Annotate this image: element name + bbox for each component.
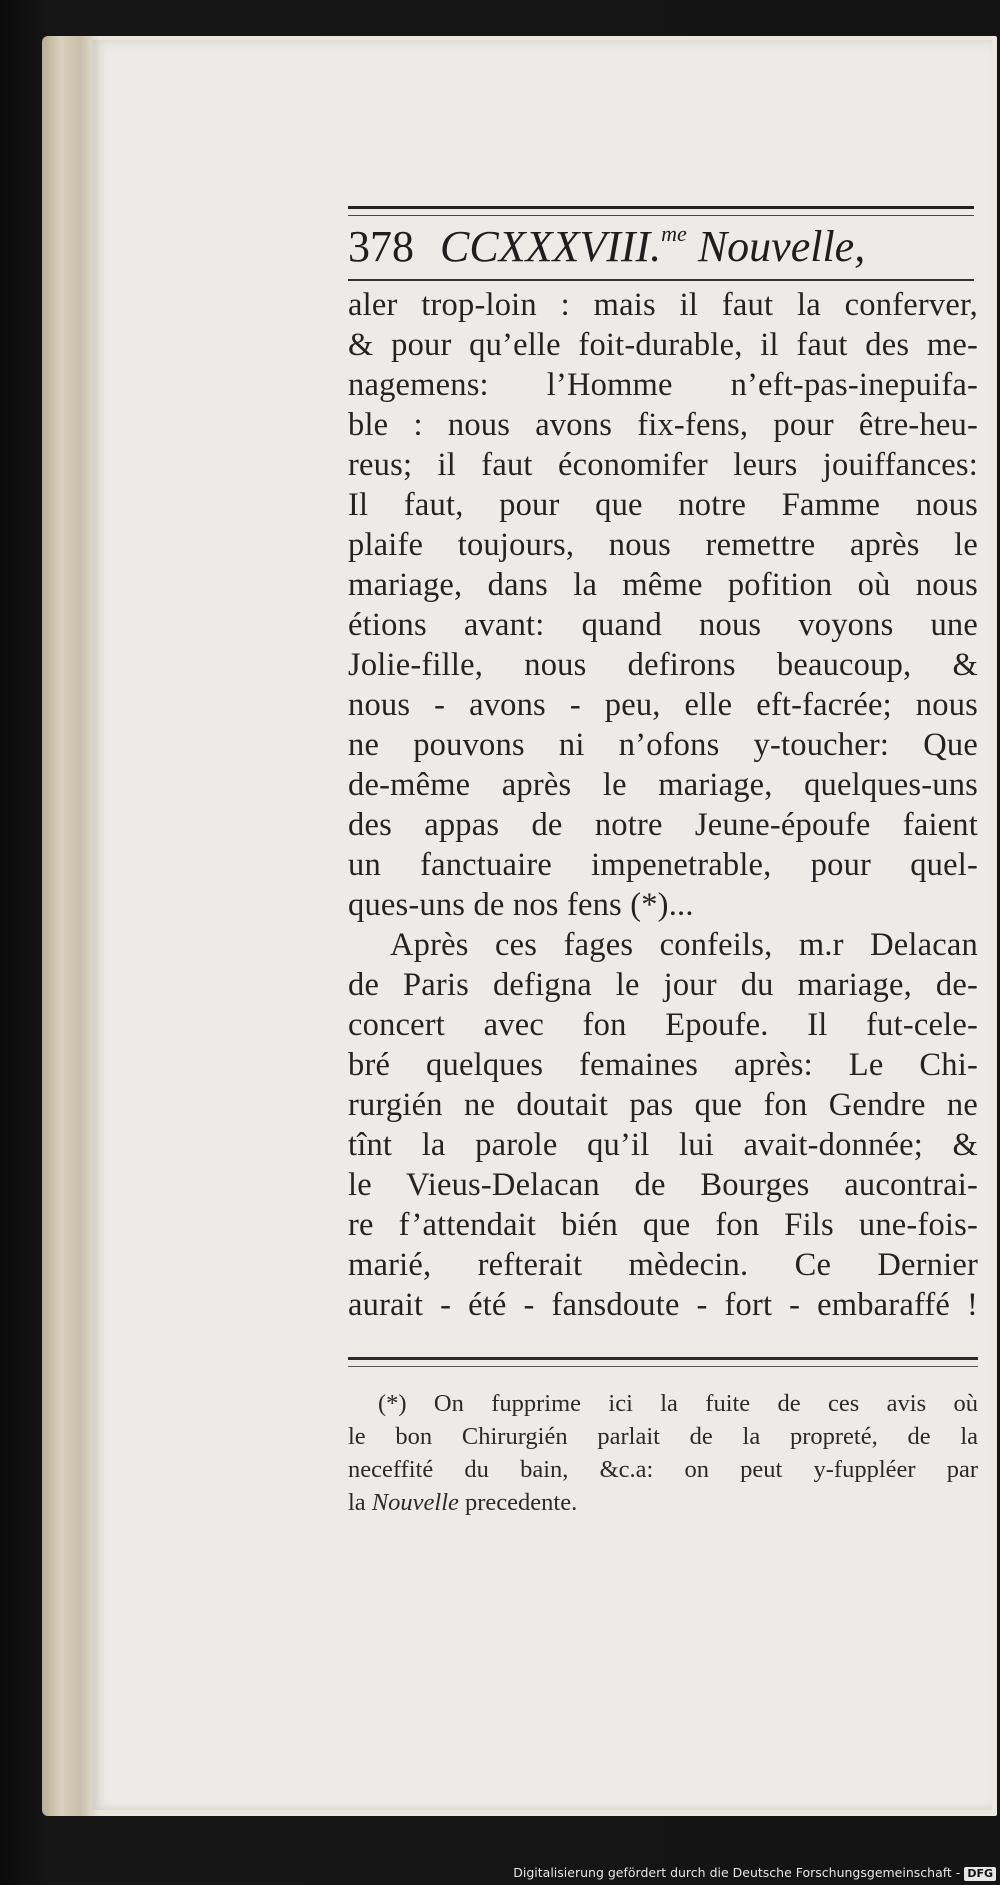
text-line: concert avec fon Epoufe. Il fut-cele- bbox=[348, 1007, 978, 1043]
text-line: de-même après le mariage, quelques-uns bbox=[348, 767, 978, 803]
text-line: aurait - été - fansdoute - fort - embaraffé ! bbox=[348, 1287, 978, 1323]
text-line: nagemens: l’Homme n’eft-pas-inepuifa- bbox=[348, 367, 978, 403]
text-line: reus; il faut économifer leurs jouiffances: bbox=[348, 447, 978, 483]
running-title-main: CCXXXVIII. bbox=[440, 222, 662, 271]
body-text bbox=[348, 285, 978, 1325]
page-number: 378 bbox=[348, 222, 414, 271]
dfg-logo: DFG bbox=[964, 1867, 996, 1881]
text-line: le Vieus-Delacan de Bourges aucontrai- bbox=[348, 1167, 978, 1203]
text-line: ble : nous avons fix-fens, pour être-heu- bbox=[348, 407, 978, 443]
credit-text: Digitalisierung gefördert durch die Deutsche Forschungsgemeinschaft - bbox=[513, 1865, 961, 1880]
footnote-separator bbox=[348, 1357, 978, 1367]
footnote-line: le bon Chirurgién parlait de la propreté, de la bbox=[348, 1423, 978, 1450]
text-line: des appas de notre Jeune-époufe faient bbox=[348, 807, 978, 843]
page-header bbox=[348, 206, 974, 275]
header-rule-thin bbox=[348, 215, 974, 216]
footnote-italic: Nouvelle bbox=[371, 1489, 459, 1516]
text-line: Après ces fages confeils, m.r Delacan bbox=[390, 927, 978, 963]
text-line: tînt la parole qu’il lui avait-donnée; & bbox=[348, 1127, 978, 1163]
text-line: nous - avons - peu, elle eft-facrée; nous bbox=[348, 687, 978, 723]
header-rule-bottom bbox=[348, 279, 974, 281]
running-title-sup: me bbox=[661, 221, 687, 246]
text-line: plaife toujours, nous remettre après le bbox=[348, 527, 978, 563]
text-line: ques-uns de nos fens (*)... bbox=[348, 887, 694, 923]
footnote bbox=[348, 1387, 978, 1519]
footnote-line: neceffité du bain, &c.a: on peut y-fuppléer par bbox=[348, 1456, 978, 1483]
digitization-credit bbox=[513, 1865, 996, 1881]
running-title-rest: Nouvelle, bbox=[686, 222, 866, 271]
text-line: étions avant: quand nous voyons une bbox=[348, 607, 978, 643]
footnote-post: precedente. bbox=[458, 1489, 578, 1516]
text-line: de Paris defigna le jour du mariage, de- bbox=[348, 967, 978, 1003]
text-line: mariage, dans la même pofition où nous bbox=[348, 567, 978, 603]
text-line: & pour qu’elle foit-durable, il faut des me- bbox=[348, 327, 978, 363]
text-line: un fanctuaire impenetrable, pour quel- bbox=[348, 847, 978, 883]
text-line: re f’attendait bién que fon Fils une-fois- bbox=[348, 1207, 978, 1243]
footnote-line-last bbox=[348, 1486, 978, 1519]
footnote-pre: la bbox=[348, 1489, 372, 1516]
running-title bbox=[440, 221, 865, 272]
text-line: rurgién ne doutait pas que fon Gendre ne bbox=[348, 1087, 978, 1123]
text-line: marié, refterait mèdecin. Ce Dernier bbox=[348, 1247, 978, 1283]
text-line: Jolie-fille, nous defirons beaucoup, & bbox=[348, 647, 978, 683]
text-line: bré quelques femaines après: Le Chi- bbox=[348, 1047, 978, 1083]
text-line: aler trop-loin : mais il faut la conferver, bbox=[348, 287, 978, 323]
text-line: Il faut, pour que notre Famme nous bbox=[348, 487, 978, 523]
text-line: ne pouvons ni n’ofons y-toucher: Que bbox=[348, 727, 978, 763]
footnote-line: (*) On fupprime ici la fuite de ces avis où bbox=[378, 1390, 978, 1417]
